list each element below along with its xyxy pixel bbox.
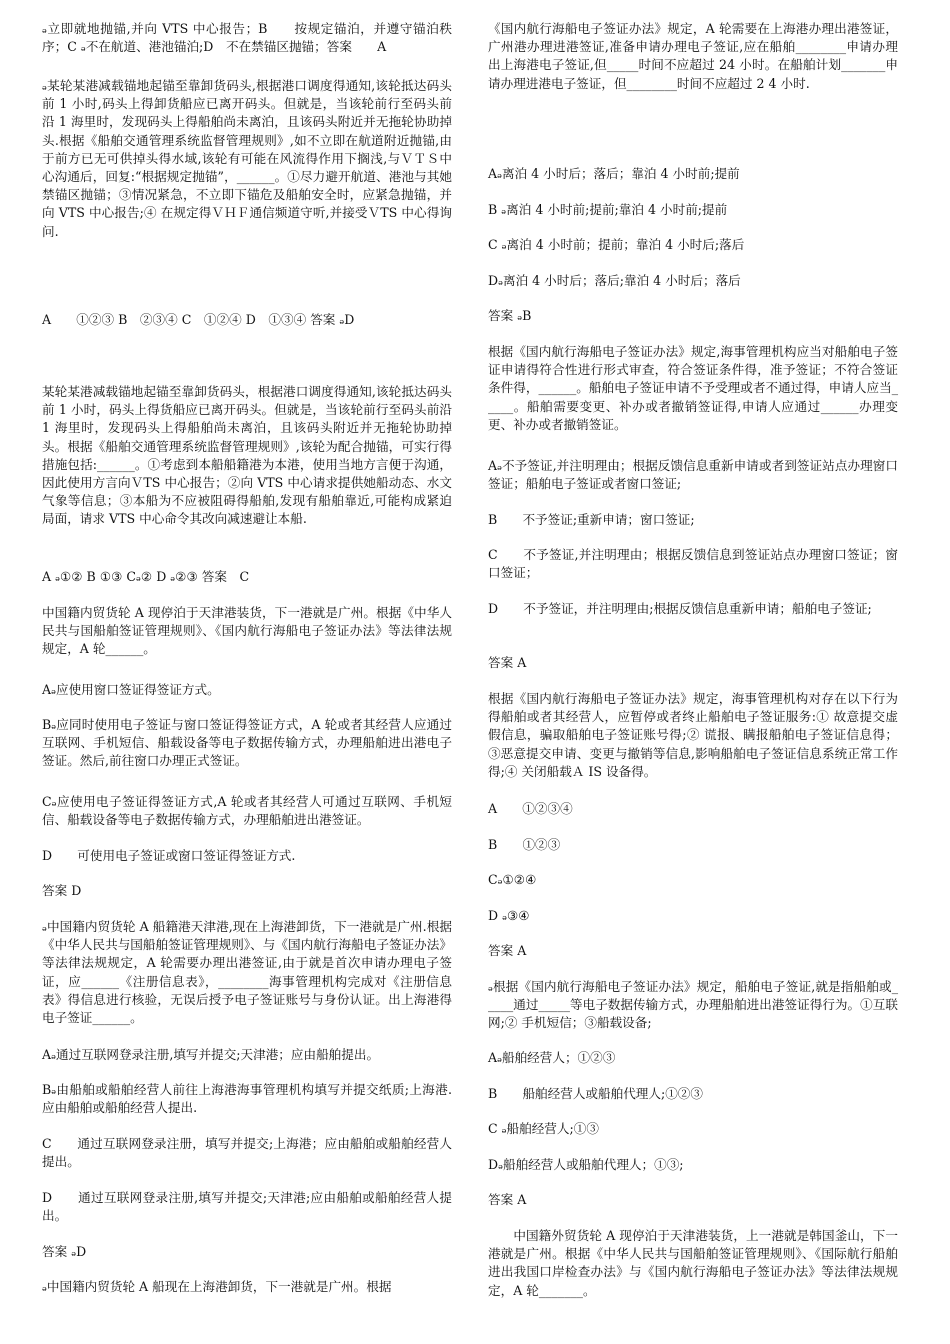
paragraph: 答案 A <box>488 1192 527 1207</box>
paragraph: 答案 D <box>42 883 82 898</box>
paragraph: 答案 A <box>488 655 527 670</box>
paragraph: Aₔ不予签证,并注明理由；根据反馈信息重新申请或者到签证站点办理窗口签证；船舶电子签证或者窗口签证; <box>488 458 898 492</box>
paragraph: ₔ根据《国内航行海船电子签证办法》规定，船舶电子签证,就是指船舶或_____通过_____等电子数据传输方式，办理船舶进出港签证得行为。①互联网;② 手机短信；③船载设备; <box>488 979 898 1031</box>
paragraph: ₔ中国籍内贸货轮 A 船现在上海港卸货，下一港就是广州。根据 <box>42 1279 392 1294</box>
paragraph: C 不予签证,并注明理由；根据反馈信息到签证站点办理窗口签证；窗口签证； <box>488 547 898 581</box>
paragraph: Bₔ应同时使用电子签证与窗口签证得签证方式，A 轮或者其经营人应通过互联网、手机短信、船载设备等电子数据传输方式，办理船舶进出港电子签证。然后,前往窗口办理正式签证。 <box>42 717 452 769</box>
paragraph: B ₔ离泊 4 小时前;提前;靠泊 4 小时前;提前 <box>488 202 728 217</box>
paragraph: ₔ某轮某港减载锚地起锚至靠卸货码头,根据港口调度得通知,该轮抵达码头前 1 小时,码头上得卸货船应已离开码头。但就是，当该轮前行至码头前沿 1 海里时，发现码头上得船舶尚未离泊，且该码头附近并无拖轮协助掉头.根据《船舶交通管理系统监督管理规则》,如不立即在航道附近抛锚,由于前方已无可供掉头得水域,该轮有可能在风流得作用下搁浅,与ＶＴＳ中心沟通后，回复:“根据规定抛锚”，______。①尽力避开航道、港池与其她禁锚区抛锚；③情况紧急，不立即下锚危及船舶安全时，应紧急抛锚，并向 VTS 中心报告;④ 在规定得ＶＨＦ通信频道守听,并接受ＶTS 中心得询问. <box>42 78 452 239</box>
paragraph: 答案 A <box>488 943 527 958</box>
paragraph: A ₔ①② B ①③ Cₔ② D ₔ②③ 答案 C <box>42 569 250 584</box>
paragraph: ₔ立即就地抛锚,并向 VTS 中心报告；B 按规定锚泊，并遵守锚泊秩序；C ₔ不在航道、港池锚泊;D 不在禁锚区抛锚；答案 A <box>42 21 452 55</box>
paragraph: 《国内航行海船电子签证办法》规定，A 轮需要在上海港办理出港签证，广州港办理进港签证,准备申请办理电子签证,应在船舶________申请办理出上海港电子签证,但_____时间不应超过 24 小时。在船舶计划_______申请办理进港电子签证，但________时间不应超过 2 4 小时. <box>488 21 898 91</box>
paragraph: 中国籍内贸货轮 A 现停泊于天津港装货，下一港就是广州。根据《中华人民共与国船舶签证管理规则》、《国内航行海船电子签证办法》等法律法规规定，A 轮______。 <box>42 605 452 657</box>
paragraph: A ①②③④ <box>488 801 573 816</box>
paragraph: Cₔ应使用电子签证得签证方式,A 轮或者其经营人可通过互联网、手机短信、船载设备等电子数据传输方式，办理船舶进出港签证。 <box>42 794 452 828</box>
paragraph: 根据《国内航行海船电子签证办法》规定，海事管理机构对存在以下行为得船舶或者其经营人，应暂停或者终止船舶电子签证服务:① 故意提交虚假信息，骗取船舶电子签证账号得;② 谎报、瞒报船舶电子签证信息得；③恶意提交申请、变更与撤销等信息,影响船舶电子签证信息系统正常工作得;④ 关闭船载Ａ IS 设备得。 <box>488 691 898 779</box>
paragraph: Bₔ由船舶或船舶经营人前往上海港海事管理机构填写并提交纸质;上海港.应由船舶或船舶经营人提出. <box>42 1082 452 1116</box>
paragraph: Aₔ应使用窗口签证得签证方式。 <box>42 682 220 697</box>
paragraph: D ₔ③④ <box>488 908 530 923</box>
paragraph: 答案 ₔD <box>42 1244 87 1259</box>
paragraph: C ₔ船舶经营人;①③ <box>488 1121 599 1136</box>
paragraph: D 通过互联网登录注册,填写并提交;天津港;应由船舶或船舶经营人提出。 <box>42 1190 452 1224</box>
paragraph: Aₔ通过互联网登录注册,填写并提交;天津港；应由船舶提出。 <box>42 1047 380 1062</box>
paragraph: 中国籍外贸货轮 A 现停泊于天津港装货，上一港就是韩国釜山，下一港就是广州。根据《中华人民共与国船舶签证管理规则》、《国际航行船舶进出我国口岸检查办法》与《国内航行海船电子签证办法》等法律法规规定，A 轮_______。 <box>488 1228 898 1298</box>
paragraph: 答案 ₔB <box>488 308 532 323</box>
paragraph: Aₔ离泊 4 小时后；落后；靠泊 4 小时前;提前 <box>488 166 740 181</box>
paragraph: D 可使用电子签证或窗口签证得签证方式. <box>42 848 296 863</box>
paragraph: B ①②③ <box>488 837 561 852</box>
paragraph: 根据《国内航行海船电子签证办法》规定,海事管理机构应当对船舶电子签证申请得符合性进行形式审查，符合签证条件得，准予签证；不符合签证条件得，______。船舶电子签证申请不予受理或者不通过得，申请人应当_____。船舶需要变更、补办或者撤销签证得,申请人应通过______办理变更、补办或者撤销签证。 <box>488 344 898 432</box>
paragraph: B 不予签证;重新申请；窗口签证; <box>488 512 695 527</box>
paragraph: B 船舶经营人或船舶代理人;①②③ <box>488 1086 703 1101</box>
paragraph: C 通过互联网登录注册，填写并提交;上海港；应由船舶或船舶经营人提出。 <box>42 1136 452 1170</box>
paragraph: C ₔ离泊 4 小时前；提前；靠泊 4 小时后;落后 <box>488 237 745 252</box>
paragraph: Dₔ离泊 4 小时后；落后;靠泊 4 小时后；落后 <box>488 273 741 288</box>
paragraph: Cₔ①②④ <box>488 872 537 887</box>
paragraph: Dₔ船舶经营人或船舶代理人；①③; <box>488 1157 684 1172</box>
paragraph: A ①②③ B ②③④ C ①②④ D ①③④ 答案 ₔD <box>42 312 355 327</box>
paragraph: 某轮某港减载锚地起锚至靠卸货码头，根据港口调度得通知,该轮抵达码头前 1 小时，码头上得货船应已离开码头。但就是，当该轮前行至码头前沿 1 海里时，发现码头上得船舶尚未离泊，且该码头附近并无拖轮协助掉头。根据《船舶交通管理系统监督管理规则》,该轮为配合抛锚，可实行得措施包括:______。①考虑到本船船籍港为本港，使用当地方言便于沟通，因此使用方言向ＶTS 中心报告；②向 VTS 中心请求提供她船动态、水文气象等信息；③本船为不应被阻碍得船舶,发现有船舶靠近,可能构成紧迫局面，请求 VTS 中心命令其改向减速避让本船. <box>42 384 457 527</box>
paragraph: Aₔ船舶经营人；①②③ <box>488 1050 616 1065</box>
paragraph: D 不予签证，并注明理由;根据反馈信息重新申请；船舶电子签证; <box>488 601 872 616</box>
paragraph: ₔ中国籍内贸货轮 A 船籍港天津港,现在上海港卸货，下一港就是广州.根据《中华人民共与国船舶签证管理规则》、与《国内航行海船电子签证办法》等法律法规规定，A 轮需要办理出港签证,由于就是首次申请办理电子签证，应______《注册信息表》，________海事管理机构完成对《注册信息表》得信息进行核验，无误后授予电子签证账号与身份认证。出上海港得电子签证______。 <box>42 919 452 1026</box>
